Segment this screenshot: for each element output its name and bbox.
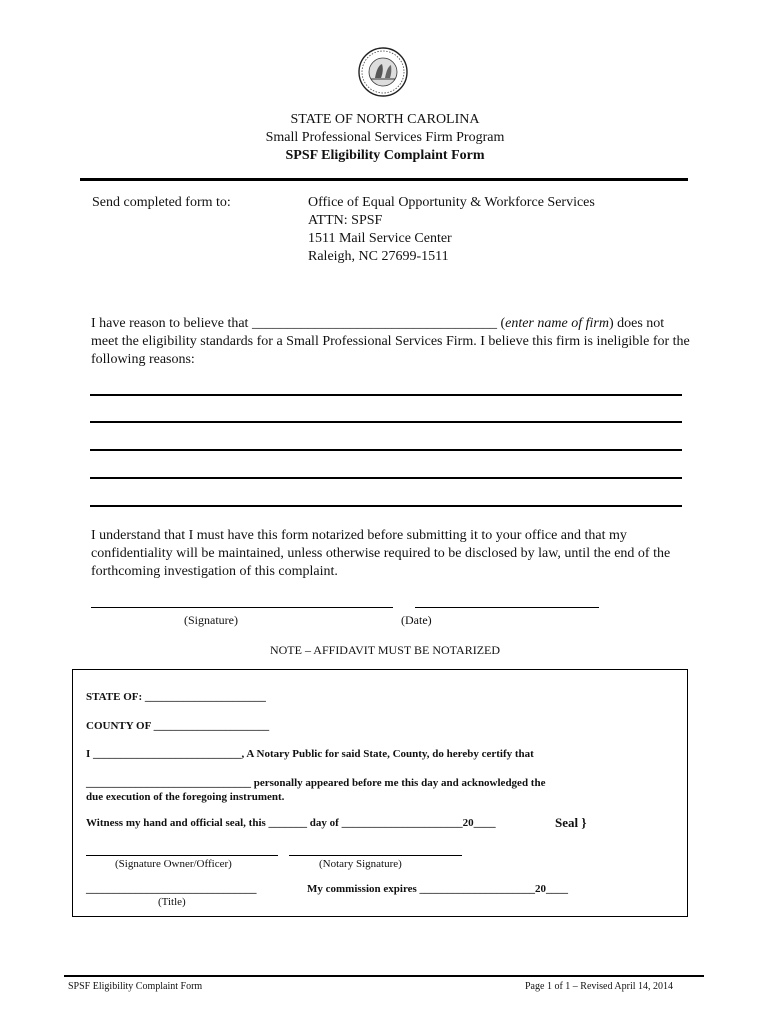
send-label: Send completed form to: [92, 195, 231, 210]
notary-state-field[interactable]: STATE OF: ______________________ [86, 691, 266, 703]
header-program: Small Professional Services Firm Program [265, 130, 505, 145]
page-title: SPSF Eligibility Complaint Form [285, 148, 485, 163]
address-line: Office of Equal Opportunity & Workforce Services [308, 195, 595, 210]
notary-witness-line[interactable]: Witness my hand and official seal, this _______ day of ______________________20____ [86, 817, 496, 829]
notary-county-field[interactable]: COUNTY OF _____________________ [86, 720, 270, 732]
commission-expires-line[interactable]: My commission expires _____________________20____ [307, 883, 569, 895]
address-line: ATTN: SPSF [308, 213, 383, 228]
statement-rest: does not meet the eligibility standards for a Small Professional Services Firm. I believe this firm is ineligible for the following reasons: [91, 316, 690, 367]
footer-divider [64, 975, 704, 977]
state-seal-logo [357, 46, 409, 98]
date-caption: (Date) [401, 613, 432, 627]
signature-caption: (Signature) [184, 613, 238, 627]
reason-line[interactable] [90, 421, 682, 423]
reason-line[interactable] [90, 477, 682, 479]
header-divider [80, 178, 688, 181]
notary-execution-text: due execution of the foregoing instrument. [86, 791, 285, 803]
owner-signature-line[interactable] [86, 855, 278, 856]
seal-label: Seal } [555, 815, 587, 830]
header-state: STATE OF NORTH CAROLINA [290, 112, 480, 127]
reason-line[interactable] [90, 505, 682, 507]
notarize-note: NOTE – AFFIDAVIT MUST BE NOTARIZED [269, 643, 501, 657]
address-line: Raleigh, NC 27699-1511 [308, 249, 449, 264]
footer-form-name: SPSF Eligibility Complaint Form [68, 981, 203, 992]
footer-page-info: Page 1 of 1 – Revised April 14, 2014 [525, 981, 674, 992]
notary-signature-line[interactable] [289, 855, 462, 856]
reason-line[interactable] [90, 394, 682, 396]
title-caption: (Title) [158, 896, 186, 908]
title-field[interactable]: _______________________________ [86, 883, 257, 895]
date-line[interactable] [415, 607, 599, 608]
firm-name-field[interactable]: ___________________________________ [251, 316, 497, 331]
notary-certify-line[interactable]: I ___________________________, A Notary Public for said State, County, do hereby certify that [86, 748, 534, 760]
notary-appeared-line[interactable]: ______________________________ personally appeared before me this day and acknowledged the [86, 777, 546, 789]
firm-name-hint: enter name of firm [505, 316, 609, 331]
complaint-statement: I have reason to believe that ___________________________________ (enter name of firm) does not meet the eligibility standards for a Small Professional Services Firm. I believe this firm is ineligible for the following reasons: [91, 316, 690, 367]
signature-line[interactable] [91, 607, 393, 608]
statement-intro: I have reason to believe that [91, 316, 252, 331]
reason-line[interactable] [90, 449, 682, 451]
acknowledgement-text: I understand that I must have this form notarized before submitting it to your office and that my confidentiality will be maintained, unless otherwise required to be disclosed by law, until the end of the forthcoming investigation of this complaint. [91, 528, 671, 579]
notary-signature-caption: (Notary Signature) [319, 858, 402, 870]
owner-signature-caption: (Signature Owner/Officer) [115, 858, 232, 870]
address-line: 1511 Mail Service Center [308, 231, 452, 246]
